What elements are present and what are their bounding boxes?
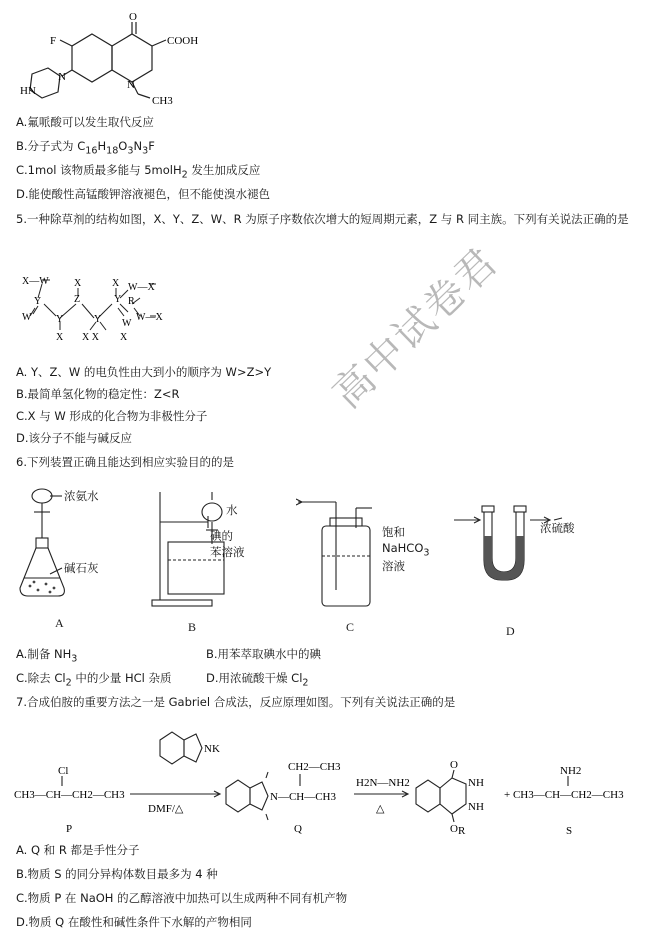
q6-c-text: C.除去 Cl bbox=[16, 671, 66, 685]
q4-option-d: D.能使酸性高锰酸钾溶液褪色，但不能使溴水褪色 bbox=[16, 187, 271, 201]
q6-d-sub: 2 bbox=[302, 677, 309, 689]
scheme-hydrazine: H2N—NH2 bbox=[356, 777, 410, 789]
label-soda-lime: 碱石灰 bbox=[64, 561, 99, 575]
scheme-nh2: NH2 bbox=[560, 765, 582, 777]
apparatus-c bbox=[296, 494, 386, 614]
group-COOH: COOH bbox=[167, 35, 199, 47]
q6-d-text: D.用浓硫酸干燥 Cl bbox=[206, 671, 303, 685]
scheme-o: O bbox=[450, 823, 458, 835]
group-HN: HN bbox=[20, 85, 36, 97]
gabriel-scheme bbox=[10, 714, 660, 838]
group-CH3: CH3 bbox=[152, 95, 173, 107]
atom-label: X bbox=[112, 278, 120, 289]
scheme-name-q: Q bbox=[294, 823, 302, 835]
scheme-delta: △ bbox=[376, 803, 385, 815]
q4-b-sub: 16 bbox=[85, 145, 98, 157]
atom-label: R bbox=[128, 296, 135, 307]
apparatus-d bbox=[450, 500, 580, 590]
label-bicarb-sub: 3 bbox=[423, 547, 430, 559]
q6-c-sub: 2 bbox=[65, 677, 72, 689]
scheme-q-tail: N—CH—CH3 bbox=[270, 791, 337, 803]
atom-label: X bbox=[74, 278, 82, 289]
atom-label: W bbox=[22, 312, 32, 323]
atom-N-ring: N bbox=[127, 79, 135, 91]
label-iodine-2: 苯溶液 bbox=[210, 545, 245, 559]
atom-label: W bbox=[122, 318, 132, 329]
scheme-nh: NH bbox=[468, 801, 484, 813]
herbicide-structure bbox=[20, 268, 210, 348]
atom-F: F bbox=[50, 35, 57, 47]
q5-option-d: D.该分子不能与碱反应 bbox=[16, 431, 133, 445]
q7-stem: 7.合成伯胺的重要方法之一是 Gabriel 合成法，反应原理如图。下列有关说法正确的是 bbox=[16, 695, 456, 709]
atom-label: W—X bbox=[136, 312, 163, 323]
caption-b: B bbox=[188, 620, 197, 634]
q5-option-b: B.最简单氢化物的稳定性：Z<R bbox=[16, 387, 180, 401]
atom-label: W—X bbox=[128, 282, 155, 293]
atom-label: X—W bbox=[22, 276, 49, 287]
scheme-nh: NH bbox=[468, 777, 484, 789]
q5-option-a: A. Y、Z、W 的电负性由大到小的顺序为 W>Z>Y bbox=[16, 365, 272, 379]
atom-O: O bbox=[129, 11, 137, 23]
q4-option-a: A.氟哌酸可以发生取代反应 bbox=[16, 115, 154, 129]
scheme-reagent: NK bbox=[204, 743, 220, 755]
q7-option-c: C.物质 P 在 NaOH 的乙醇溶液中加热可以生成两种不同有机产物 bbox=[16, 891, 348, 905]
label-bicarb-formula: NaHCO bbox=[382, 541, 424, 555]
scheme-p: CH3—CH—CH2—CH3 bbox=[14, 789, 125, 801]
q6-option-d bbox=[206, 670, 309, 691]
watermark: 高中试卷君 bbox=[324, 238, 508, 418]
label-ammonia: 浓氨水 bbox=[64, 489, 99, 503]
q4-c-text: 发生加成反应 bbox=[187, 163, 261, 177]
q4-b-text: N bbox=[133, 139, 143, 153]
atom-N-pip: N bbox=[58, 71, 66, 83]
scheme-name-p: P bbox=[66, 823, 73, 835]
atom-label: X bbox=[56, 332, 64, 343]
atom-label: Y bbox=[34, 296, 42, 307]
label-water: 水 bbox=[226, 503, 238, 517]
q7-option-b: B.物质 S 的同分异构体数目最多为 4 种 bbox=[16, 867, 218, 881]
q6-a-text: A.制备 NH bbox=[16, 647, 72, 661]
q5-option-c: C.X 与 W 形成的化合物为非极性分子 bbox=[16, 409, 208, 423]
atom-label: Y bbox=[94, 314, 102, 325]
label-bicarb-1: 饱和 bbox=[382, 525, 405, 539]
atom-label: Y bbox=[56, 314, 64, 325]
q6-option-b: B.用苯萃取碘水中的碘 bbox=[206, 647, 322, 661]
atom-label: Z bbox=[74, 294, 81, 305]
caption-a: A bbox=[55, 616, 64, 630]
q4-option-c bbox=[16, 162, 260, 183]
q7-option-a: A. Q 和 R 都是手性分子 bbox=[16, 843, 140, 857]
norfloxacin-structure bbox=[20, 4, 220, 112]
q4-b-sub: 18 bbox=[106, 145, 119, 157]
scheme-cond: DMF/△ bbox=[148, 803, 184, 815]
q4-c-sub: 2 bbox=[181, 169, 188, 181]
scheme-name-s: S bbox=[566, 825, 573, 837]
scheme-cl: Cl bbox=[58, 765, 69, 777]
atom-label: X bbox=[120, 332, 128, 343]
q4-b-text: H bbox=[97, 139, 107, 153]
atom-label: X X bbox=[82, 332, 99, 343]
q4-b-text: O bbox=[118, 139, 128, 153]
q4-b-text: B.分子式为 C bbox=[16, 139, 86, 153]
q6-c-text: 中的少量 HCl 杂质 bbox=[71, 671, 172, 685]
caption-d: D bbox=[506, 624, 515, 638]
scheme-s: + CH3—CH—CH2—CH3 bbox=[504, 789, 624, 801]
q6-stem: 6.下列装置正确且能达到相应实验目的的是 bbox=[16, 455, 234, 469]
q6-option-a bbox=[16, 646, 77, 667]
q4-b-text: F bbox=[148, 139, 155, 153]
label-iodine-1: 碘的 bbox=[210, 529, 233, 543]
q4-option-b bbox=[16, 138, 155, 159]
scheme-q-branch: CH2—CH3 bbox=[288, 761, 341, 773]
q5-stem: 5.一种除草剂的结构如图，X、Y、Z、W、R 为原子序数依次增大的短周期元素，Z 与 R 同主族。下列有关说法正确的是 bbox=[16, 212, 629, 226]
q4-c-text: C.1mol 该物质最多能与 5molH bbox=[16, 163, 182, 177]
label-bicarb-3: 溶液 bbox=[382, 559, 405, 573]
q4-b-sub: 3 bbox=[127, 145, 134, 157]
q7-option-d: D.物质 Q 在酸性和碱性条件下水解的产物相同 bbox=[16, 915, 252, 929]
q6-a-sub: 3 bbox=[71, 653, 78, 665]
atom-label: Y bbox=[114, 294, 122, 305]
q6-option-c bbox=[16, 670, 172, 691]
scheme-name-r: R bbox=[458, 825, 466, 837]
q4-b-sub: 3 bbox=[142, 145, 149, 157]
label-conc-acid: 浓硫酸 bbox=[540, 521, 575, 535]
scheme-o: O bbox=[450, 759, 458, 771]
caption-c: C bbox=[346, 620, 355, 634]
